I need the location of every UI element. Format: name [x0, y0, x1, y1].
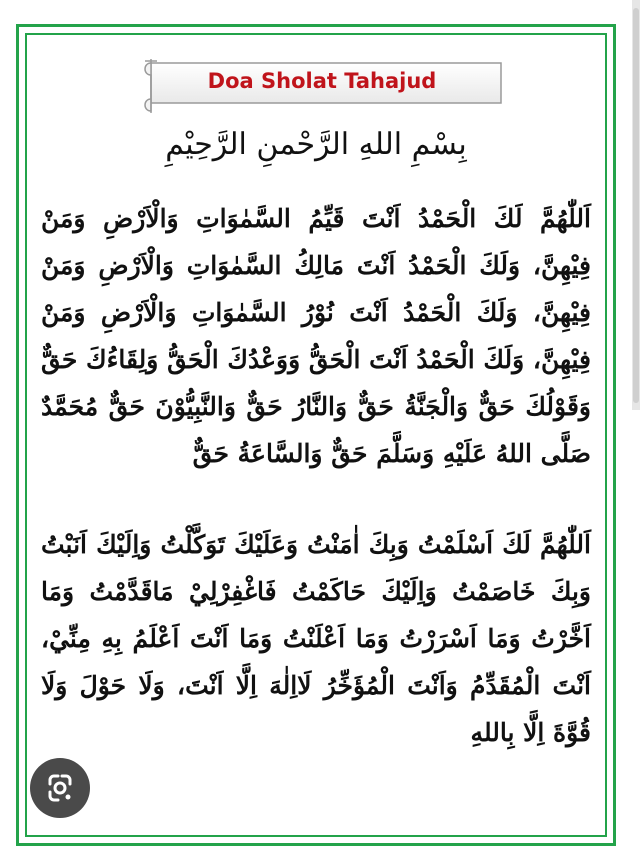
- doa-title: Doa Sholat Tahajud: [207, 69, 437, 93]
- document-frame: [16, 24, 616, 846]
- scrollbar-thumb[interactable]: [633, 8, 639, 403]
- doa-paragraph-1: اَللّٰهُمَّ لَكَ الْحَمْدُ اَنْتَ قَيِّمُ السَّمٰوَاتِ وَالْاَرْضِ وَمَنْ فِيْهِنَّ، وَلَكَ الْحَمْدُ اَنْتَ مَالِكُ السَّمٰوَاتِ وَالْاَرْضِ وَمَنْ فِيْهِنَّ، وَلَكَ الْحَمْدُ اَنْتَ نُوْرُ السَّمٰوَاتِ وَالْاَرْضِ وَمَنْ فِيْهِنَّ، وَلَكَ الْحَمْدُ اَنْتَ الْحَقُّ وَوَعْدُكَ الْحَقُّ وَلِقَاءُكَ حَقٌّ وَقَوْلُكَ حَقٌّ وَالْجَنَّةُ حَقٌّ وَالنَّارُ حَقٌّ وَالنَّبِيُّوْنَ حَقٌّ مُحَمَّدٌ صَلَّى اللهُ عَلَيْهِ وَسَلَّمَ حَقٌّ وَالسَّاعَةُ حَقٌّ: [41, 204, 591, 468]
- basmala-heading: بِسْمِ اللهِ الرَّحْمنِ الرَّحِيْمِ: [165, 127, 467, 162]
- google-lens-icon: [30, 758, 90, 818]
- title-banner: [141, 55, 503, 113]
- doa-paragraph-2: اَللّٰهُمَّ لَكَ اَسْلَمْتُ وَبِكَ اٰمَنْتُ وَعَلَيْكَ تَوَكَّلْتُ وَاِلَيْكَ اَنَبْتُ وَبِكَ خَاصَمْتُ وَاِلَيْكَ حَاكَمْتُ فَاغْفِرْلِيْ مَاقَدَّمْتُ وَمَا اَخَّرْتُ وَمَا اَسْرَرْتُ وَمَا اَعْلَنْتُ وَمَا اَنْتَ اَعْلَمُ بِهِ مِنِّيْ، اَنْتَ الْمُقَدِّمُ وَاَنْتَ الْمُؤَخِّرُ لَااِلٰهَ اِلَّا اَنْتَ، وَلَا حَوْلَ وَلَا قُوَّةَ اِلَّا بِاللهِ: [41, 530, 591, 747]
- google-lens-button[interactable]: [30, 758, 90, 818]
- scrollbar[interactable]: [632, 0, 640, 410]
